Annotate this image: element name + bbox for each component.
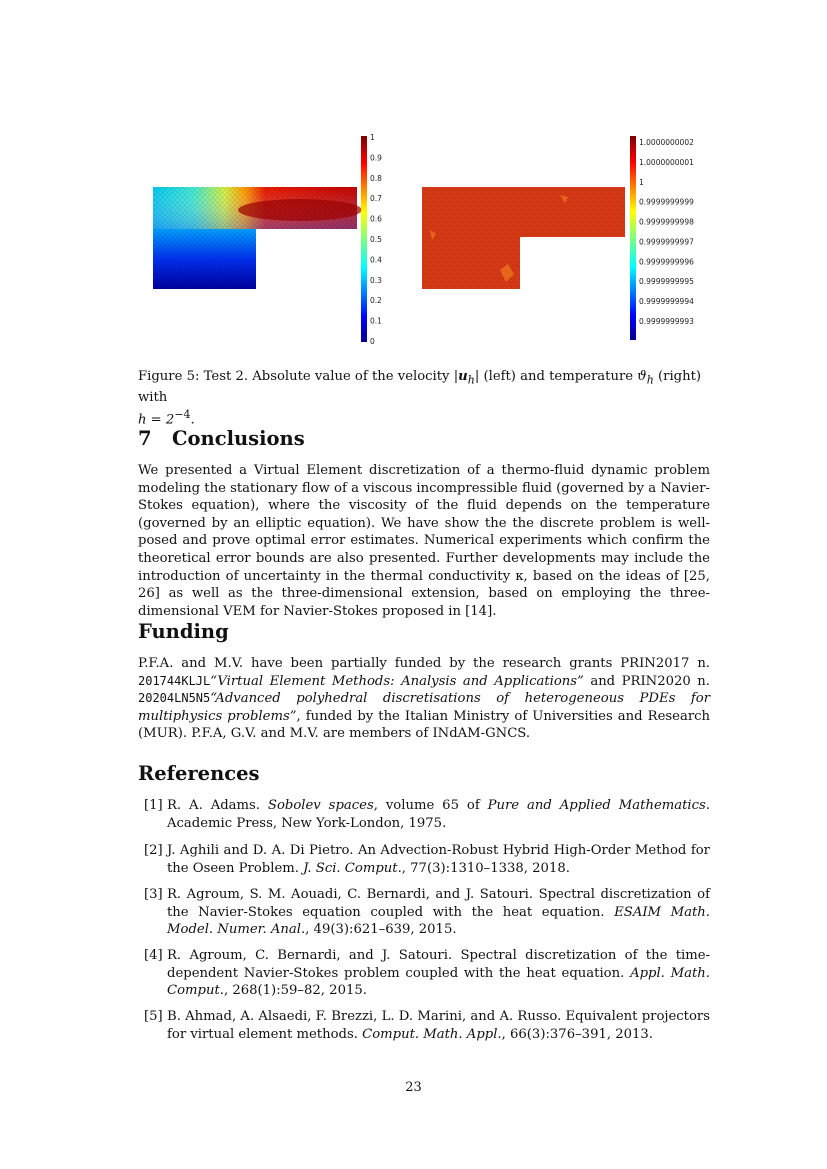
reference-item: [3] R. Agroum, S. M. Aouadi, C. Bernardi, and J. Satouri. Spectral discretization of the Navier-Stokes equation coupled with the heat equation. ESAIM Math. Model. Numer. Anal., 49(3):621–639, 2015. [144, 887, 710, 938]
colorbar-tick-label: 0.9 [370, 153, 382, 163]
colorbar-tick-label: 0.8 [370, 173, 382, 183]
colorbar-tick-label: 0.3 [370, 275, 382, 285]
colorbar-tick-label: 1.0000000001 [639, 157, 694, 167]
reference-item: [1] R. A. Adams. Sobolev spaces, volume 65 of Pure and Applied Mathematics. Academic Press, New York-London, 1975. [144, 798, 710, 831]
figure-5 [0, 0, 827, 360]
colorbar-tick-label: 0.4 [370, 255, 382, 265]
colorbar-tick-label: 0.9999999999 [639, 197, 694, 207]
colorbar-tick-label: 0.9999999998 [639, 217, 694, 227]
colorbar-tick-label: 0.9999999997 [639, 237, 694, 247]
colorbar-tick-label: 0.6 [370, 214, 382, 224]
colorbar-tick-label: 0.9999999993 [639, 317, 694, 326]
colorbar-tick-label: 0.9999999995 [639, 277, 694, 287]
colorbar-tick-label: 1 [639, 177, 644, 187]
colorbar-tick-label: 0.1 [370, 316, 382, 326]
temperature-colorbar [630, 136, 636, 340]
funding-paragraph: P.F.A. and M.V. have been partially funded by the research grants PRIN2017 n. 201744KLJL“Virtual Element Methods: Analysis and Applications” and PRIN2020 n. 20204LN5N5“Advanced polyhedral discretisations of heterogeneous PDEs for multiphysics problems”, funded by the Italian Ministry of Universities and Research (MUR). P.F.A, G.V. and M.V. are members of INdAM-GNCS. [138, 656, 710, 742]
colorbar-tick-label: 1 [370, 133, 375, 142]
colorbar-tick-label: 0.7 [370, 194, 382, 204]
reference-item: [4] R. Agroum, C. Bernardi, and J. Satouri. Spectral discretization of the time-dependent Navier-Stokes problem coupled with the heat equation. Appl. Math. Comput., 268(1):59–82, 2015. [144, 948, 710, 999]
page-number: 23 [405, 1080, 422, 1095]
section-title-conclusions: 7 Conclusions [138, 427, 305, 450]
reference-item: [2] J. Aghili and D. A. Di Pietro. An Advection-Robust Hybrid High-Order Method for the Oseen Problem. J. Sci. Comput., 77(3):1310–1338, 2018. [144, 843, 710, 876]
velocity-colorbar [361, 136, 367, 342]
conclusions-paragraph: We presented a Virtual Element discretization of a thermo-fluid dynamic problem modeling the stationary flow of a viscous incompressible fluid (governed by a Navier-Stokes equation), where the viscosity of the fluid depends on the temperature (governed by an elliptic equation). We have show the the discrete problem is well-posed and prove optimal error estimates. Numerical experiments which confirm the theoretical error bounds are also presented. Further developments may include the introduction of uncertainty in the thermal conductivity κ, based on the ideas of [25, 26] as well as the three-dimensional extension, based on employing the three-dimensional VEM for Navier-Stokes proposed in [14]. [138, 463, 710, 619]
section-title-funding: Funding [138, 620, 229, 643]
colorbar-tick-label: 0.9999999996 [639, 257, 694, 267]
colorbar-tick-label: 0.5 [370, 235, 382, 244]
temperature-plot [422, 187, 625, 289]
reference-item: [5] B. Ahmad, A. Alsaedi, F. Brezzi, L. D. Marini, and A. Russo. Equivalent projectors for virtual element methods. Comput. Math. Appl., 66(3):376–391, 2013. [144, 1009, 710, 1042]
colorbar-tick-label: 0.2 [370, 296, 382, 306]
figure-caption: Figure 5: Test 2. Absolute value of the velocity $|u_h|$ (left) and temperature $ϑ_h$ (right) with $h = 2^{-4}$. [138, 369, 702, 428]
colorbar-tick-label: 0.9999999994 [639, 297, 694, 307]
colorbar-tick-label: 0 [370, 337, 375, 346]
colorbar-tick-label: 1.0000000002 [639, 138, 694, 147]
velocity-plot [153, 187, 362, 289]
section-title-references: References [138, 762, 260, 785]
